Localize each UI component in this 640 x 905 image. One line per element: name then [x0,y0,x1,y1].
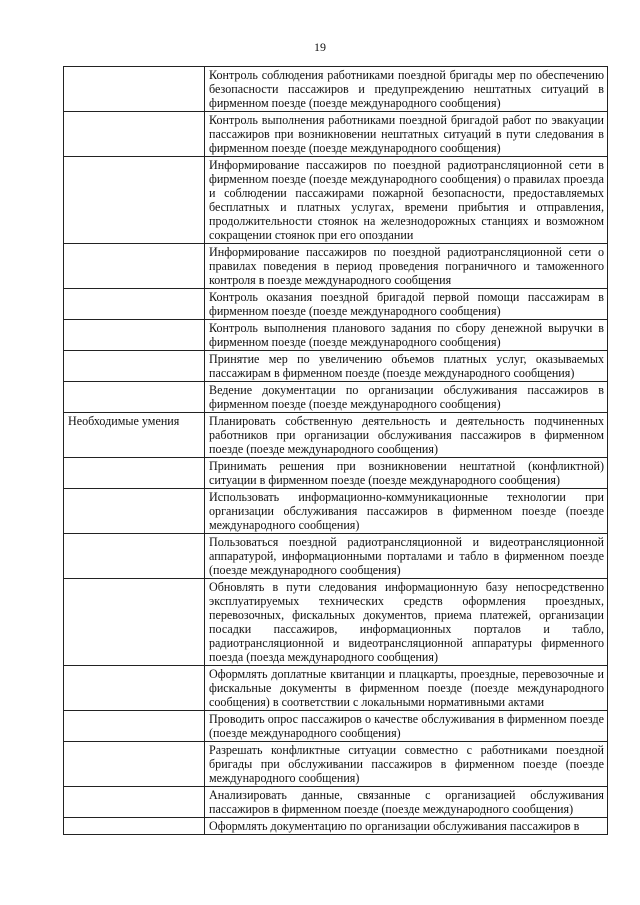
table-row [64,711,608,742]
table-row [64,157,608,244]
table-row [64,413,608,458]
table-row [64,489,608,534]
row-label [64,534,205,579]
row-label [64,244,205,289]
row-label [64,742,205,787]
row-label [64,458,205,489]
row-text: Пользоваться поездной радиотрансляционной и видеотрансляционной аппаратурой, информационными порталами и табло в фирменном поезде (поезде международного сообщения) [205,534,608,579]
table-row [64,320,608,351]
row-text: Разрешать конфликтные ситуации совместно с работниками поездной бригады при обслуживании пассажиров в фирменном поезде (поезде международного сообщения) [205,742,608,787]
row-label [64,787,205,818]
row-label [64,320,205,351]
row-text: Информирование пассажиров по поездной радиотрансляционной сети в фирменном поезде (поезде международного сообщения) о правилах проезда и соблюдении пассажирами пожарной безопасности, предоставляемых бесплатных и платных услугах, времени прибытия и отправления, продолжительности стоянок на железнодорожных станциях и возможном сокращении стоянок при его опоздании [205,157,608,244]
row-text: Обновлять в пути следования информационную базу непосредственно эксплуатируемых технических средств оформления проездных, перевозочных, фискальных документов, приема платежей, организации посадки пассажиров, информационных порталов и табло, радиотрансляционной и видеотрансляционной аппаратуры фирменного поезда (поезда международного сообщения) [205,579,608,666]
row-text: Принятие мер по увеличению объемов платных услуг, оказываемых пассажирам в фирменном поезде (поезде международного сообщения) [205,351,608,382]
table-row [64,112,608,157]
row-text: Контроль оказания поездной бригадой первой помощи пассажирам в фирменном поезде (поезде международного сообщения) [205,289,608,320]
table-row [64,289,608,320]
table-row [64,351,608,382]
table-row [64,382,608,413]
row-label [64,579,205,666]
table-row [64,742,608,787]
table-row [64,458,608,489]
row-text: Контроль выполнения планового задания по сбору денежной выручки в фирменном поезде (поезде международного сообщения) [205,320,608,351]
row-label [64,711,205,742]
row-text: Планировать собственную деятельность и деятельность подчиненных работников при организации обслуживания пассажиров в фирменном поезде (поезде международного сообщения) [205,413,608,458]
table-row [64,579,608,666]
table-row [64,67,608,112]
row-text: Использовать информационно-коммуникационные технологии при организации обслуживания пассажиров в фирменном поезде (поезде международного сообщения) [205,489,608,534]
row-text: Принимать решения при возникновении нештатной (конфликтной) ситуации в фирменном поезде (поезде международного сообщения) [205,458,608,489]
row-text: Анализировать данные, связанные с организацией обслуживания пассажиров в фирменном поезде (поезде международного сообщения) [205,787,608,818]
table-body [64,67,608,835]
table-row [64,244,608,289]
row-label [64,289,205,320]
row-label [64,818,205,835]
row-text: Проводить опрос пассажиров о качестве обслуживания в фирменном поезде (поезде международного сообщения) [205,711,608,742]
table-row [64,818,608,835]
row-label [64,67,205,112]
table-row [64,534,608,579]
row-text: Контроль выполнения работниками поездной бригадой работ по эвакуации пассажиров при возникновении нештатных ситуаций в пути следования в фирменном поезде (поезде международного сообщения) [205,112,608,157]
row-text: Информирование пассажиров по поездной радиотрансляционной сети о правилах поведения в период проведения пограничного и таможенного контроля в поезде международного сообщения [205,244,608,289]
row-text: Контроль соблюдения работниками поездной бригады мер по обеспечению безопасности пассажиров и предупреждению нештатных ситуаций в фирменном поезде (поезде международного сообщения) [205,67,608,112]
row-label [64,489,205,534]
page-number: 19 [314,40,326,54]
row-text: Оформлять документацию по организации обслуживания пассажиров в [205,818,608,835]
row-label [64,666,205,711]
row-label [64,351,205,382]
row-label: Необходимые умения [64,413,205,458]
table-row [64,787,608,818]
row-text: Оформлять доплатные квитанции и плацкарты, проездные, перевозочные и фискальные документы в фирменном поезде (поезде международного сообщения) в соответствии с локальными нормативными актами [205,666,608,711]
row-label [64,157,205,244]
table-row [64,666,608,711]
row-text: Ведение документации по организации обслуживания пассажиров в фирменном поезде (поезде международного сообщения) [205,382,608,413]
row-label [64,112,205,157]
skills-table [63,66,608,835]
row-label [64,382,205,413]
